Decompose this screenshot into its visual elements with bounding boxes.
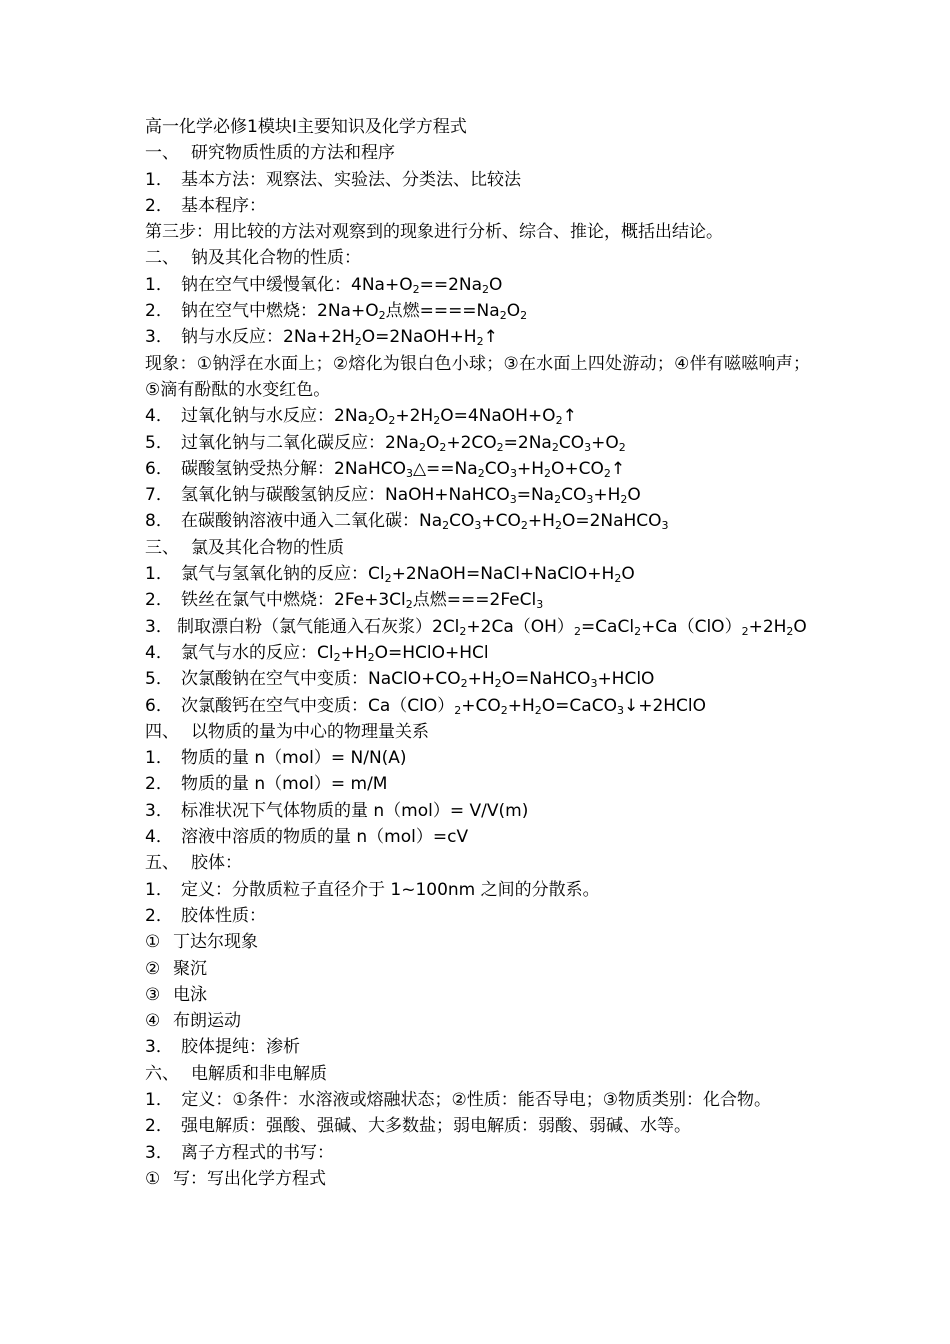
text-line bbox=[145, 1008, 810, 1034]
text-line bbox=[145, 614, 810, 640]
line-marker: 1． bbox=[145, 169, 173, 190]
section-heading bbox=[145, 140, 810, 166]
line-text: 离子方程式的书写： bbox=[181, 1142, 334, 1163]
line-text: 写：写出化学方程式 bbox=[173, 1168, 326, 1189]
text-line bbox=[145, 508, 810, 534]
line-text: 钠与水反应：$2Na+2H_2O=2NaOH+H_2↑$ bbox=[181, 327, 498, 349]
text-line bbox=[145, 167, 810, 193]
line-text: 制取漂白粉（氯气能通入石灰浆）$2Cl_2+2Ca(OH)_2=CaCl_2+Ca(ClO)_2+2H_2O$ bbox=[177, 616, 807, 638]
line-text: 胶体提纯：渗析 bbox=[181, 1037, 300, 1058]
line-text: 定义：分散质粒子直径介于 1~100nm 之间的分散系。 bbox=[181, 879, 600, 900]
line-marker: 2． bbox=[145, 905, 173, 926]
line-marker: ① bbox=[145, 1168, 161, 1189]
line-marker: 4． bbox=[145, 642, 173, 663]
line-marker: 二、 bbox=[145, 248, 179, 269]
line-text: 铁丝在氯气中燃烧：$2Fe+3Cl_2$点燃===2FeCl$_3$ bbox=[181, 590, 544, 612]
line-marker: 4． bbox=[145, 406, 173, 427]
line-text: 钠在空气中缓慢氧化：$4Na+O_2==2Na_2O$ bbox=[181, 274, 503, 296]
text-line bbox=[145, 693, 810, 719]
line-text: 在碳酸钠溶液中通入二氧化碳：$Na_2CO_3+CO_2+H_2O=2NaHCO_3$ bbox=[181, 511, 669, 533]
line-marker: 六、 bbox=[145, 1063, 179, 1084]
line-marker: 7． bbox=[145, 485, 173, 506]
line-text: 1． 定义：①条件：水溶液或熔融状态；②性质：能否导电；③物质类别：化合物。 bbox=[145, 1089, 772, 1110]
line-marker: 1． bbox=[145, 748, 173, 769]
text-line bbox=[145, 666, 810, 692]
line-text: 氯气与水的反应：$Cl_2+H_2O=HClO+HCl$ bbox=[181, 642, 489, 664]
text-line bbox=[145, 771, 810, 797]
text-line bbox=[145, 824, 810, 850]
line-text: 物质的量 n（mol）= m/M bbox=[181, 774, 388, 795]
text-line bbox=[145, 561, 810, 587]
line-text: 聚沉 bbox=[173, 958, 207, 979]
line-text: 研究物质性质的方法和程序 bbox=[191, 143, 395, 164]
line-marker: 8． bbox=[145, 511, 173, 532]
text-line bbox=[145, 324, 810, 350]
line-marker: 2． bbox=[145, 590, 173, 611]
line-marker: ④ bbox=[145, 1011, 161, 1032]
line-marker: 五、 bbox=[145, 853, 179, 874]
text-line bbox=[145, 640, 810, 666]
line-marker: 3． bbox=[145, 1037, 173, 1058]
line-marker: 3． bbox=[145, 1142, 173, 1163]
text-line bbox=[145, 456, 810, 482]
line-text: 过氧化钠与水反应：$2Na_2O_2+2H_2O=4NaOH+O_2↑$ bbox=[181, 406, 577, 428]
text-line bbox=[145, 193, 810, 219]
line-text: 第三步：用比较的方法对观察到的现象进行分析、综合、推论，概括出结论。 bbox=[145, 222, 723, 243]
line-marker: 一、 bbox=[145, 143, 179, 164]
line-marker: 1． bbox=[145, 564, 173, 585]
line-marker: 3． bbox=[145, 616, 173, 637]
line-marker: 3． bbox=[145, 327, 173, 348]
line-marker: ② bbox=[145, 958, 161, 979]
text-line bbox=[145, 587, 810, 613]
document-title: 高一化学必修1模块I主要知识及化学方程式 bbox=[145, 117, 467, 137]
line-marker: 2． bbox=[145, 1116, 173, 1137]
text-line bbox=[145, 745, 810, 771]
text-line bbox=[145, 1034, 810, 1060]
text-line bbox=[145, 903, 810, 929]
line-marker: 5． bbox=[145, 669, 173, 690]
line-text: 现象：①钠浮在水面上；②熔化为银白色小球；③在水面上四处游动；④伴有嗞嗞响声；⑤滴有酚酞的水变红色。 bbox=[145, 353, 810, 400]
line-text: 强电解质：强酸、强碱、大多数盐；弱电解质：弱酸、弱碱、水等。 bbox=[181, 1116, 691, 1137]
line-text: 氯气与氢氧化钠的反应：$Cl_2+2NaOH=NaCl+NaClO+H_2O$ bbox=[181, 564, 635, 586]
line-marker: 2． bbox=[145, 774, 173, 795]
document-page bbox=[145, 114, 810, 1192]
line-marker: 三、 bbox=[145, 537, 179, 558]
line-marker: 5． bbox=[145, 432, 173, 453]
line-text: 氯及其化合物的性质 bbox=[191, 537, 344, 558]
text-line bbox=[145, 298, 810, 324]
line-marker: 1． bbox=[145, 879, 173, 900]
line-marker: ③ bbox=[145, 984, 161, 1005]
text-line bbox=[145, 1140, 810, 1166]
line-text: 基本程序： bbox=[181, 195, 266, 216]
line-text: 次氯酸钠在空气中变质：$NaClO+CO_2+H_2O=NaHCO_3+HClO$ bbox=[181, 669, 655, 691]
line-marker: 四、 bbox=[145, 721, 179, 742]
line-marker: 6． bbox=[145, 458, 173, 479]
text-line bbox=[145, 403, 810, 429]
text-line bbox=[145, 956, 810, 982]
text-line bbox=[145, 1113, 810, 1139]
line-text: 布朗运动 bbox=[173, 1011, 241, 1032]
line-marker: 2． bbox=[145, 195, 173, 216]
text-line bbox=[145, 430, 810, 456]
line-text: 基本方法：观察法、实验法、分类法、比较法 bbox=[181, 169, 521, 190]
line-text: 丁达尔现象 bbox=[173, 932, 258, 953]
document-body bbox=[145, 140, 810, 1192]
line-marker: 1． bbox=[145, 274, 173, 295]
line-text: 以物质的量为中心的物理量关系 bbox=[191, 721, 429, 742]
line-text: 溶液中溶质的物质的量 n（mol）=cV bbox=[181, 827, 469, 848]
text-line bbox=[145, 1087, 810, 1113]
section-heading bbox=[145, 245, 810, 271]
line-text: 胶体： bbox=[191, 853, 242, 874]
line-text: 物质的量 n（mol）= N/N(A) bbox=[181, 748, 407, 769]
line-text: 钠在空气中燃烧：$2Na+O_2$点燃$====Na_2O_2$ bbox=[181, 301, 528, 323]
line-marker: 2． bbox=[145, 301, 173, 322]
section-heading bbox=[145, 719, 810, 745]
text-line bbox=[145, 982, 810, 1008]
text-line bbox=[145, 482, 810, 508]
text-line bbox=[145, 1166, 810, 1192]
line-text: 碳酸氢钠受热分解：$2NaHCO_3\triangle==Na_2CO_3+H_2O+CO_2↑$ bbox=[181, 458, 626, 480]
section-heading bbox=[145, 535, 810, 561]
line-text: 过氧化钠与二氧化碳反应：$2Na_2O_2+2CO_2=2Na_2CO_3+O_2$ bbox=[181, 432, 626, 454]
line-text: 电解质和非电解质 bbox=[191, 1063, 327, 1084]
text-line bbox=[145, 929, 810, 955]
line-marker: ① bbox=[145, 932, 161, 953]
line-text: 次氯酸钙在空气中变质：$Ca(ClO)_2+CO_2+H_2O=CaCO_3↓+2HClO$ bbox=[181, 695, 707, 717]
line-text: 胶体性质： bbox=[181, 905, 266, 926]
text-line bbox=[145, 272, 810, 298]
text-line bbox=[145, 219, 810, 245]
line-marker: 6． bbox=[145, 695, 173, 716]
line-marker: 4． bbox=[145, 827, 173, 848]
line-text: 钠及其化合物的性质： bbox=[191, 248, 361, 269]
section-heading bbox=[145, 1061, 810, 1087]
text-line bbox=[145, 798, 810, 824]
line-text: 电泳 bbox=[173, 984, 207, 1005]
line-text: 标准状况下气体物质的量 n（mol）= V/V(m) bbox=[181, 800, 529, 821]
line-text: 氢氧化钠与碳酸氢钠反应：$NaOH+NaHCO_3=Na_2CO_3+H_2O$ bbox=[181, 485, 641, 507]
text-line bbox=[145, 351, 810, 404]
section-heading bbox=[145, 850, 810, 876]
line-marker: 3． bbox=[145, 800, 173, 821]
text-line bbox=[145, 877, 810, 903]
